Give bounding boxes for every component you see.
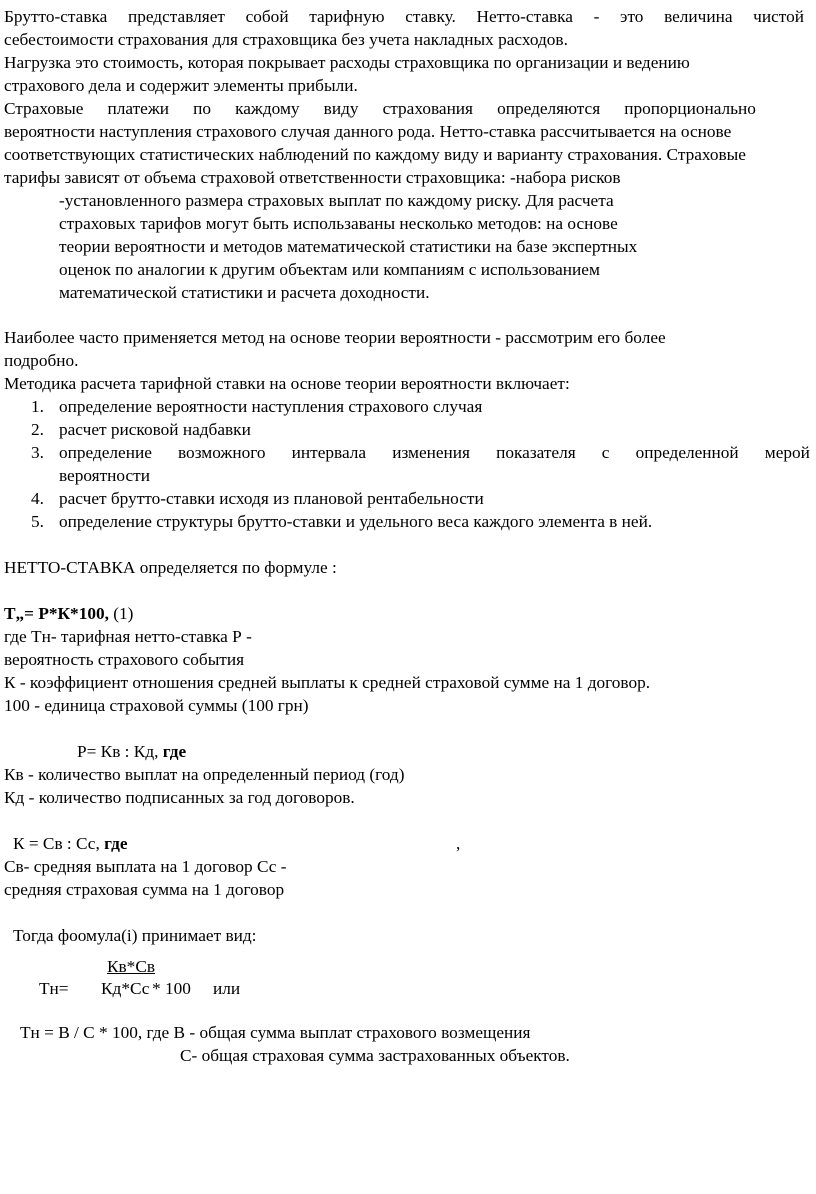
word: определяются [497,99,601,118]
paragraph-4-line-3: Методика расчета тарифной ставки на основе теории вероятности включает: [4,374,570,393]
word: представляет [127,7,225,26]
probability-definition-2: Кд - количество подписанных за год договоров. [4,788,355,807]
paragraph-3-line-9: математической статистики и расчета доходности. [59,283,430,302]
word: интервала [291,443,367,462]
list-number: 4. [31,489,44,508]
final-lhs: Тн= [39,979,69,998]
netto-heading: НЕТТО-СТАВКА определяется по формуле : [4,558,337,577]
paragraph-3-line-3: соответствующих статистических наблюдений по каждому виду и варианту страхования. Страховые [4,145,746,164]
list-text: определение структуры брутто-ставки и удельного веса каждого элемента в ней. [59,512,653,531]
netto-formula [4,602,133,626]
word: чистой [753,7,804,26]
word: пропорционально [624,99,756,118]
word: определение [59,443,152,462]
formula-expression: К = Св : Сс, [13,834,105,853]
stray-comma: , [456,834,461,853]
coefficient-definition-1: Св- средняя выплата на 1 договор Сс - [4,857,287,876]
paragraph-1-line-1 [4,5,804,29]
word: тарифную [309,7,385,26]
list-text-continuation: вероятности [59,466,150,485]
paragraph-1-line-2: себестоимости страхования для страховщика без учета накладных расходов. [4,30,568,49]
final-multiplier: * 100 [152,979,191,998]
alternative-formula: Тн = В / С * 100, где В - общая сумма выплат страхового возмещения [20,1023,531,1042]
paragraph-2-line-1: Нагрузка это стоимость, которая покрывает расходы страховщика по организации и ведению [4,53,690,72]
word: Брутто-ставка [4,7,108,26]
netto-definition-3: К - коэффициент отношения средней выплаты к средней страховой сумме на 1 договор. [4,673,651,692]
paragraph-3-line-7: теории вероятности и методов математической статистики на базе экспертных [59,237,638,256]
coefficient-definition-2: средняя страховая сумма на 1 договор [4,880,285,899]
final-or: или [213,979,241,998]
word: страхования [382,99,474,118]
list-number: 5. [31,512,44,531]
formula-number: (1) [108,604,134,623]
netto-definition-4: 100 - единица страховой суммы (100 грн) [4,696,309,715]
alternative-definition: С- общая страховая сумма застрахованных объектов. [180,1046,570,1065]
word: величина [664,7,733,26]
list-text: определение вероятности наступления страхового случая [59,397,483,416]
paragraph-3-line-4: тарифы зависят от объема страховой ответственности страховщика: -набора рисков [4,168,621,187]
list-text: расчет рисковой надбавки [59,420,251,439]
word: платежи [107,99,170,118]
word: определенной [635,443,739,462]
formula-where: где [162,742,187,761]
list-text [59,441,810,465]
word: возможного [178,443,266,462]
formula-where: где [104,834,128,853]
paragraph-3-line-6: страховых тарифов могут быть использаваны несколько методов: на основе [59,214,618,233]
word: - [593,7,600,26]
coefficient-formula [13,832,128,856]
word: по [193,99,212,118]
list-text: расчет брутто-ставки исходя из плановой рентабельности [59,489,484,508]
fraction-denominator: Кд*Сс [101,979,150,998]
paragraph-4-line-2: подробно. [4,351,79,370]
word: это [620,7,644,26]
word: ставку. [405,7,456,26]
word: виду [323,99,359,118]
netto-definition-2: вероятность страхового события [4,650,245,669]
final-intro: Тогда фоомула(і) принимает вид: [13,926,257,945]
list-number: 3. [31,443,44,462]
list-number: 1. [31,397,44,416]
paragraph-2-line-2: страхового дела и содержит элементы прибыли. [4,76,358,95]
probability-definition-1: Кв - количество выплат на определенный период (год) [4,765,405,784]
formula-expression: Т„= Р*К*100, [4,604,109,623]
word: собой [245,7,289,26]
probability-formula [77,740,186,764]
word: каждому [235,99,300,118]
word: Страховые [4,99,84,118]
formula-expression: Р= Кв : Кд, [77,742,163,761]
paragraph-3-line-2: вероятности наступления страхового случая данного рода. Нетто-ставка рассчитывается на основе [4,122,732,141]
word: с [601,443,610,462]
netto-definition-1: где Тн- тарифная нетто-ставка Р - [4,627,252,646]
list-number: 2. [31,420,44,439]
word: изменения [392,443,471,462]
word: мерой [764,443,810,462]
word: Нетто-ставка [476,7,573,26]
paragraph-4-line-1: Наиболее часто применяется метод на основе теории вероятности - рассмотрим его более [4,328,666,347]
paragraph-3-line-1 [4,97,756,121]
paragraph-3-line-8: оценок по аналогии к другим объектам или компаниям с использованием [59,260,600,279]
fraction-numerator: Кв*Св [107,957,156,976]
paragraph-3-line-5: -установленного размера страховых выплат по каждому риску. Для расчета [59,191,614,210]
word: показателя [496,443,576,462]
